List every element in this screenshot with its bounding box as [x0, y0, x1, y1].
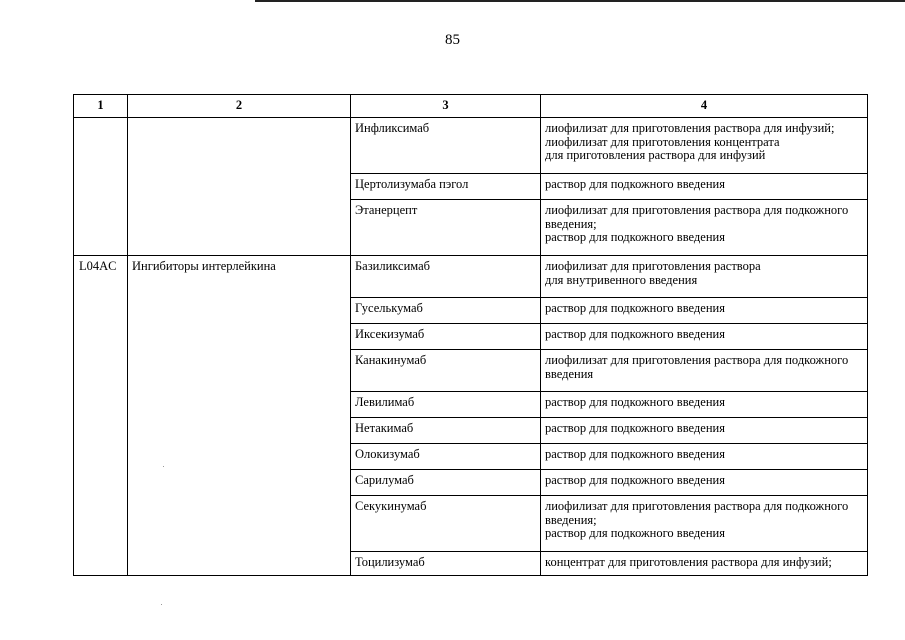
table-row	[74, 256, 868, 298]
dosage-form-line: для внутривенного введения	[545, 272, 698, 287]
drug-name-cell: Тоцилизумаб	[351, 552, 541, 576]
dosage-form-line: раствор для подкожного введения	[545, 526, 725, 540]
drug-name-cell: Этанерцепт	[351, 200, 541, 256]
drug-name-cell: Канакинумаб	[351, 350, 541, 392]
page-number: 85	[445, 32, 460, 48]
header-row	[74, 95, 868, 118]
drug-name-cell: Гуселькумаб	[351, 298, 541, 324]
dosage-forms-cell	[541, 298, 868, 324]
dosage-forms-cell	[541, 418, 868, 444]
drug-name-cell: Олокизумаб	[351, 444, 541, 470]
dosage-form-line: раствор для подкожного введения	[545, 230, 725, 244]
drug-name-cell: Базиликсимаб	[351, 256, 541, 298]
table-row	[74, 118, 868, 174]
dosage-form-line: раствор для подкожного введения	[545, 395, 725, 409]
scan-speck	[163, 466, 164, 467]
drug-name-cell: Секукинумаб	[351, 496, 541, 552]
dosage-form-line: лиофилизат для приготовления раствора для подкожного	[545, 499, 849, 513]
header-col-1: 1	[74, 95, 128, 118]
group-name-cell	[128, 118, 351, 256]
dosage-forms-cell	[541, 118, 868, 174]
dosage-form-line: раствор для подкожного введения	[545, 327, 725, 341]
drug-name-cell: Инфликсимаб	[351, 118, 541, 174]
atc-code-cell: L04AC	[74, 256, 128, 576]
header-col-3: 3	[351, 95, 541, 118]
dosage-form-line: раствор для подкожного введения	[545, 447, 725, 461]
dosage-forms-cell	[541, 496, 868, 552]
drug-name-cell: Левилимаб	[351, 392, 541, 418]
drug-name-cell: Сарилумаб	[351, 470, 541, 496]
dosage-form-line: введения	[545, 366, 594, 381]
dosage-form-line: для приготовления раствора для инфузий	[545, 148, 766, 162]
dosage-form-line: раствор для подкожного введения	[545, 473, 725, 487]
group-name-cell: Ингибиторы интерлейкина	[128, 256, 351, 576]
dosage-form-line: введения;	[545, 512, 597, 527]
dosage-form-line: концентрат для приготовления раствора для инфузий;	[545, 555, 832, 569]
dosage-forms-cell	[541, 552, 868, 576]
dosage-forms-cell	[541, 444, 868, 470]
dosage-forms-cell	[541, 470, 868, 496]
dosage-form-line: лиофилизат для приготовления раствора	[545, 259, 761, 273]
dosage-forms-cell	[541, 324, 868, 350]
dosage-forms-cell	[541, 174, 868, 200]
header-col-2: 2	[128, 95, 351, 118]
dosage-form-line: раствор для подкожного введения	[545, 301, 725, 315]
dosage-form-line: раствор для подкожного введения	[545, 421, 725, 435]
header-col-4: 4	[541, 95, 868, 118]
dosage-forms-cell	[541, 200, 868, 256]
drug-name-cell: Нетакимаб	[351, 418, 541, 444]
dosage-form-line: лиофилизат для приготовления раствора для подкожного	[545, 353, 849, 367]
scan-speck	[161, 604, 162, 605]
dosage-forms-cell	[541, 392, 868, 418]
drug-name-cell: Цертолизумаба пэгол	[351, 174, 541, 200]
drug-table	[73, 94, 868, 576]
top-rule	[255, 0, 905, 2]
dosage-form-line: лиофилизат для приготовления раствора для инфузий;	[545, 121, 835, 135]
drug-name-cell: Иксекизумаб	[351, 324, 541, 350]
dosage-form-line: лиофилизат для приготовления концентрата	[545, 134, 780, 149]
dosage-form-line: введения;	[545, 216, 597, 231]
dosage-form-line: раствор для подкожного введения	[545, 177, 725, 191]
dosage-forms-cell	[541, 350, 868, 392]
dosage-forms-cell	[541, 256, 868, 298]
atc-code-cell	[74, 118, 128, 256]
dosage-form-line: лиофилизат для приготовления раствора для подкожного	[545, 203, 849, 217]
